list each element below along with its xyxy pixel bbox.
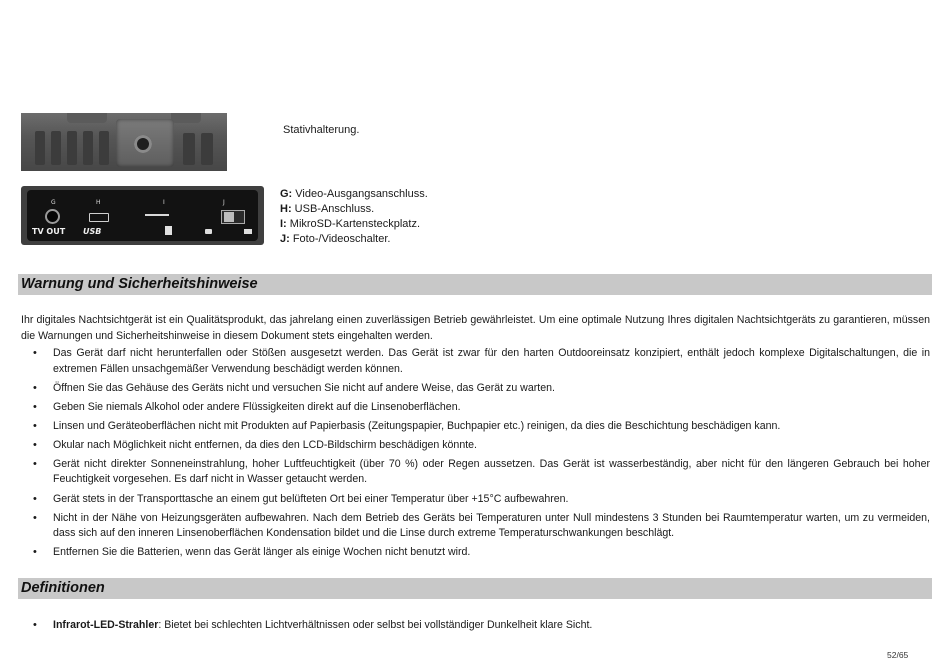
caption-h: H: USB-Anschluss. — [280, 203, 375, 215]
caption-g: G: Video-Ausgangsanschluss. — [280, 188, 428, 200]
housing-bump — [171, 113, 201, 123]
usb-label: USB — [83, 227, 102, 236]
warnings-list — [21, 346, 930, 564]
definitions-section-header — [18, 578, 932, 599]
grip-ridge — [51, 131, 61, 165]
port-panel — [27, 190, 258, 241]
definition-item — [21, 618, 930, 634]
page-number: 52/65 — [887, 650, 909, 660]
port-label-g: G — [51, 199, 56, 206]
list-item: • Entfernen Sie die Batterien, wenn das Gerät länger als einige Wochen nicht benutzt wird. — [21, 545, 930, 561]
video-icon — [244, 229, 252, 234]
grip-ridge — [99, 131, 109, 165]
list-item: • Gerät nicht direkter Sonneneinstrahlung, hoher Luftfeuchtigkeit (über 70 %) oder Regen aussetzen. Das Gerät ist wasserbeständig, aber nicht für den längeren Gebrauch bei hoher Feuchtigkeit vorgesehen. Es darf nicht in Wasser getaucht werden. — [21, 457, 930, 488]
grip-ridge — [35, 131, 45, 165]
tripod-thread-hole — [134, 135, 152, 153]
definition-term: Infrarot-LED-Strahler — [53, 619, 159, 631]
photo-video-switch — [221, 210, 245, 224]
definitions-heading: Definitionen — [21, 580, 105, 596]
port-panel-photo — [21, 186, 264, 245]
tripod-caption: Stativhalterung. — [283, 124, 360, 136]
grip-ridge — [67, 131, 77, 165]
caption-j: J: Foto-/Videoschalter. — [280, 233, 391, 245]
port-label-h: H — [96, 199, 101, 206]
list-item: • Gerät stets in der Transporttasche an einem gut belüfteten Ort bei einer Temperatur über +15°C aufbewahren. — [21, 492, 930, 508]
port-captions — [280, 187, 428, 247]
list-item: • Okular nach Möglichkeit nicht entfernen, da dies den LCD-Bildschirm beschädigen könnte. — [21, 438, 930, 454]
tv-out-jack — [47, 211, 58, 222]
tv-out-label: TV OUT — [32, 227, 66, 236]
list-item: • Öffnen Sie das Gehäuse des Geräts nicht und versuchen Sie nicht auf andere Weise, das Gerät zu warten. — [21, 381, 930, 397]
tripod-mount-photo — [21, 113, 227, 171]
grip-ridge — [201, 133, 213, 165]
housing-bump — [67, 113, 107, 123]
warnings-heading: Warnung und Sicherheitshinweise — [21, 276, 258, 292]
sd-card-icon — [165, 226, 172, 235]
definition-text: : Bietet bei schlechten Lichtverhältnissen oder selbst bei vollständiger Dunkelheit klare Sicht. — [158, 619, 593, 631]
microsd-slot — [145, 214, 169, 216]
warnings-section-header — [18, 274, 932, 295]
camera-icon — [205, 229, 212, 234]
list-item: • Linsen und Geräteoberflächen nicht mit Produkten auf Papierbasis (Zeitungspapier, Buchpapier etc.) reinigen, da dies die Beschichtung beschädigen kann. — [21, 419, 930, 435]
warnings-intro: Ihr digitales Nachtsichtgerät ist ein Qualitätsprodukt, das jahrelang einen zuverlässigen Betrieb gewährleistet. Um eine optimale Nutzung Ihres digitalen Nachtsichtgeräts zu garantieren, müssen die Warnungen und Sicherheitshinweise in diesem Dokument stets eingehalten werden. — [21, 314, 930, 342]
grip-ridge — [183, 133, 195, 165]
port-label-i: I — [163, 199, 165, 206]
list-item: • Nicht in der Nähe von Heizungsgeräten aufbewahren. Nach dem Betrieb des Geräts bei Temperaturen unter Null mindestens 3 Stunden bei Raumtemperatur warten, um zu vermeiden, dass sich auf den inneren Linsenoberflächen Kondensation bildet und die Linse durch extreme Temperaturschwankungen beschlägt. — [21, 511, 930, 542]
list-item: • Das Gerät darf nicht herunterfallen oder Stößen ausgesetzt werden. Das Gerät ist zwar für den harten Outdooreinsatz konzipiert, enthält jedoch komplexe Digitalschaltungen, die in extremen Fällen unsachgemäßer Verwendung beschädigt werden können. — [21, 346, 930, 377]
list-item: • Geben Sie niemals Alkohol oder andere Flüssigkeiten direkt auf die Linsenoberflächen. — [21, 400, 930, 416]
usb-port — [89, 213, 109, 222]
definitions-list — [21, 618, 930, 637]
grip-ridge — [83, 131, 93, 165]
port-label-j: J — [223, 199, 225, 206]
caption-i: I: MikroSD-Kartensteckplatz. — [280, 218, 420, 230]
